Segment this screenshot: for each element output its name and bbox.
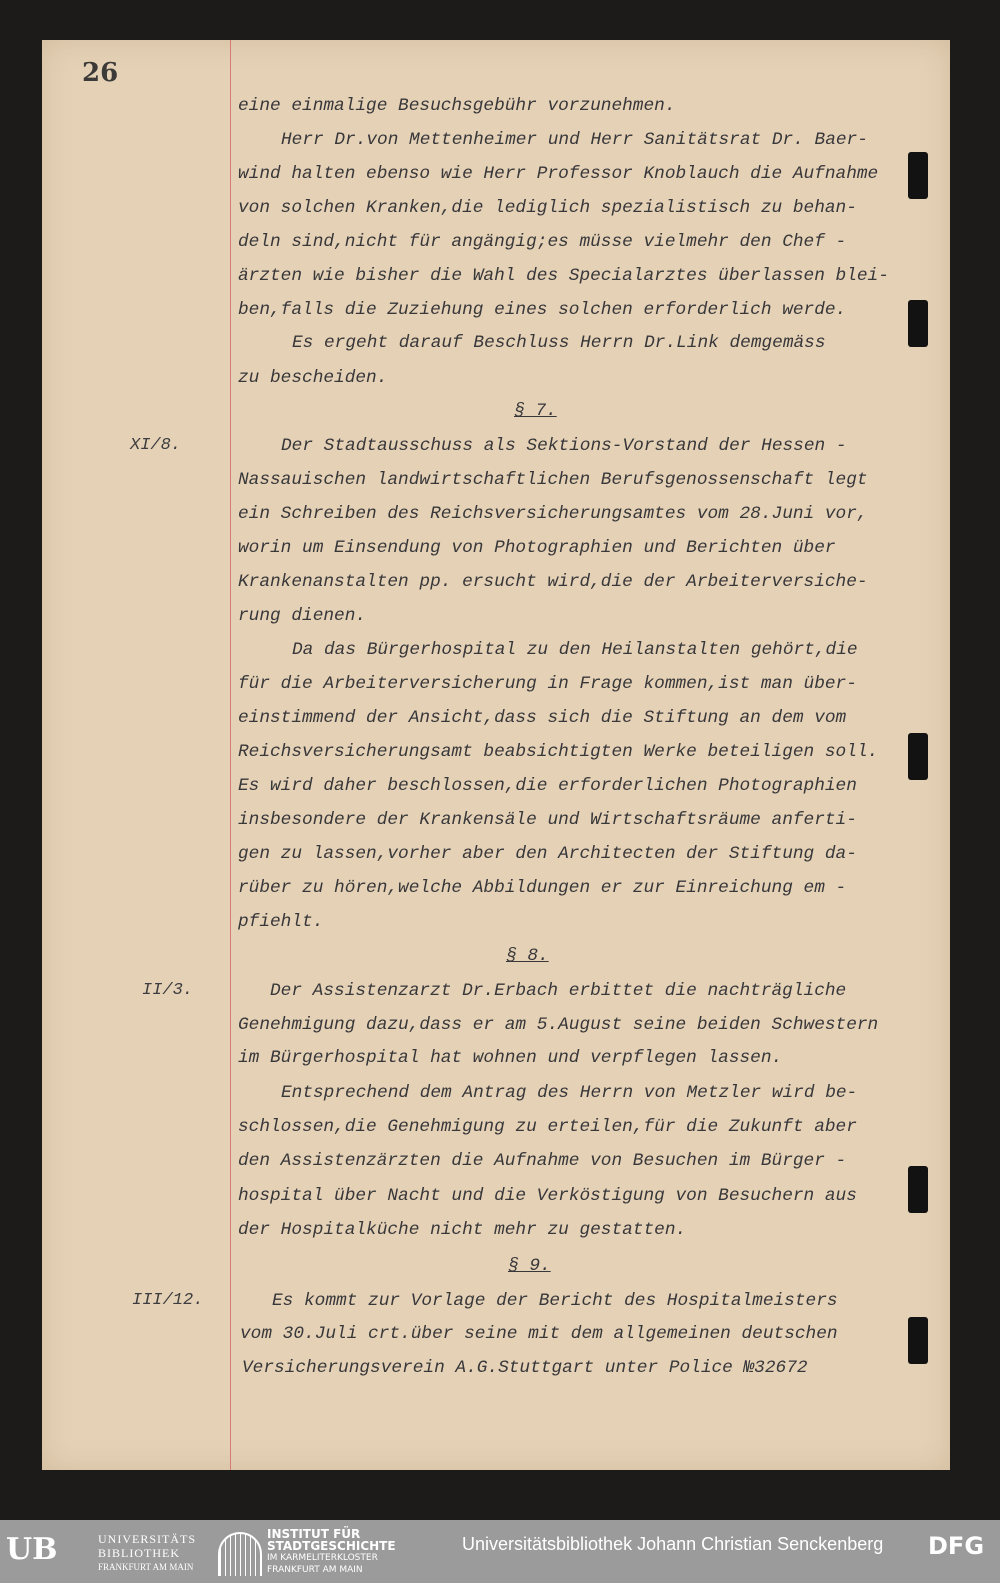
text-line: im Bürgerhospital hat wohnen und verpflegen lassen. — [238, 1048, 783, 1068]
text-line: einstimmend der Ansicht,dass sich die Stiftung an dem vom — [238, 708, 847, 728]
index-tab-marker — [908, 152, 928, 199]
text-line: ein Schreiben des Reichsversicherungsamtes vom 28.Juni vor, — [238, 504, 868, 524]
section-heading-8: § 8. — [506, 946, 549, 966]
ub-logo[interactable]: UB — [6, 1532, 58, 1567]
text-line: ben,falls die Zuziehung eines solchen erforderlich werde. — [238, 300, 847, 320]
isg-line: FRANKFURT AM MAIN — [267, 1565, 363, 1575]
text-line: hospital über Nacht und die Verköstigung von Besuchern aus — [238, 1186, 857, 1206]
text-line: Krankenanstalten pp. ersucht wird,die der Arbeiterversiche- — [238, 572, 868, 592]
section-heading-9: § 9. — [508, 1256, 551, 1276]
text-line: Nassauischen landwirtschaftlichen Berufsgenossenschaft legt — [238, 470, 868, 490]
text-line: gen zu lassen,vorher aber den Architecten der Stiftung da- — [238, 844, 857, 864]
index-tab-marker — [908, 1166, 928, 1213]
library-name-link[interactable]: Universitätsbibliothek Johann Christian Senckenberg — [462, 1534, 884, 1554]
text-line: wind halten ebenso wie Herr Professor Knoblauch die Aufnahme — [238, 164, 879, 184]
text-line: für die Arbeiterversicherung in Frage kommen,ist man über- — [238, 674, 857, 694]
text-line: Entsprechend dem Antrag des Herrn von Metzler wird be- — [281, 1083, 858, 1103]
margin-reference: XI/8. — [130, 436, 182, 455]
ub-logo-text — [98, 1532, 196, 1574]
ub-line: BIBLIOTHEK — [98, 1546, 180, 1560]
text-line: rung dienen. — [238, 606, 367, 626]
text-line: von solchen Kranken,die lediglich spezialistisch zu behan- — [238, 198, 857, 218]
isg-building-icon — [218, 1532, 262, 1576]
margin-reference: III/12. — [132, 1291, 204, 1310]
text-line: rüber zu hören,welche Abbildungen er zur Einreichung em - — [238, 878, 847, 898]
text-line: zu bescheiden. — [238, 368, 388, 388]
isg-line: INSTITUT FÜR — [267, 1527, 361, 1541]
text-line: Reichsversicherungsamt beabsichtigten Werke beteiligen soll. — [238, 742, 879, 762]
text-line: der Hospitalküche nicht mehr zu gestatten. — [238, 1220, 687, 1240]
ub-line: FRANKFURT AM MAIN — [98, 1562, 194, 1572]
section-heading-7: § 7. — [514, 401, 557, 421]
text-line: den Assistenzärzten die Aufnahme von Besuchen im Bürger - — [238, 1151, 847, 1171]
index-tab-marker — [908, 733, 928, 780]
text-line: worin um Einsendung von Photographien und Berichten über — [238, 538, 836, 558]
text-line: Herr Dr.von Mettenheimer und Herr Sanitätsrat Dr. Baer- — [281, 130, 868, 150]
text-line: Genehmigung dazu,dass er am 5.August seine beiden Schwestern — [238, 1015, 879, 1035]
text-line: Der Assistenzarzt Dr.Erbach erbittet die nachträgliche — [270, 981, 847, 1001]
isg-line: STADTGESCHICHTE — [267, 1539, 396, 1553]
text-line: schlossen,die Genehmigung zu erteilen,für die Zukunft aber — [238, 1117, 857, 1137]
index-tab-marker — [908, 1317, 928, 1364]
ub-line: UNIVERSITÄTS — [98, 1532, 196, 1546]
text-line: ärzten wie bisher die Wahl des Specialarztes überlassen blei- — [238, 266, 889, 286]
text-line: pfiehlt. — [238, 912, 324, 932]
text-line: Es ergeht darauf Beschluss Herrn Dr.Link demgemäss — [292, 333, 826, 353]
page-number: 26 — [82, 58, 119, 88]
margin-rule — [230, 40, 231, 1470]
dfg-logo[interactable]: DFG — [928, 1532, 985, 1560]
text-line: insbesondere der Krankensäle und Wirtschaftsräume anferti- — [238, 810, 857, 830]
index-tab-marker — [908, 300, 928, 347]
text-line: eine einmalige Besuchsgebühr vorzunehmen. — [238, 96, 676, 116]
footer-bar — [0, 1520, 1000, 1583]
isg-line: IM KARMELITERKLOSTER — [267, 1553, 378, 1563]
isg-logo-text[interactable] — [267, 1528, 396, 1576]
margin-reference: II/3. — [142, 981, 194, 1000]
text-line: Versicherungsverein A.G.Stuttgart unter Police №32672 — [242, 1358, 808, 1378]
text-line: Es wird daher beschlossen,die erforderlichen Photographien — [238, 776, 857, 796]
text-line: Da das Bürgerhospital zu den Heilanstalten gehört,die — [292, 640, 858, 660]
text-line: Der Stadtausschuss als Sektions-Vorstand der Hessen - — [281, 436, 847, 456]
text-line: vom 30.Juli crt.über seine mit dem allgemeinen deutschen — [240, 1324, 838, 1344]
text-line: deln sind,nicht für angängig;es müsse vielmehr den Chef - — [238, 232, 847, 252]
text-line: Es kommt zur Vorlage der Bericht des Hospitalmeisters — [272, 1291, 838, 1311]
